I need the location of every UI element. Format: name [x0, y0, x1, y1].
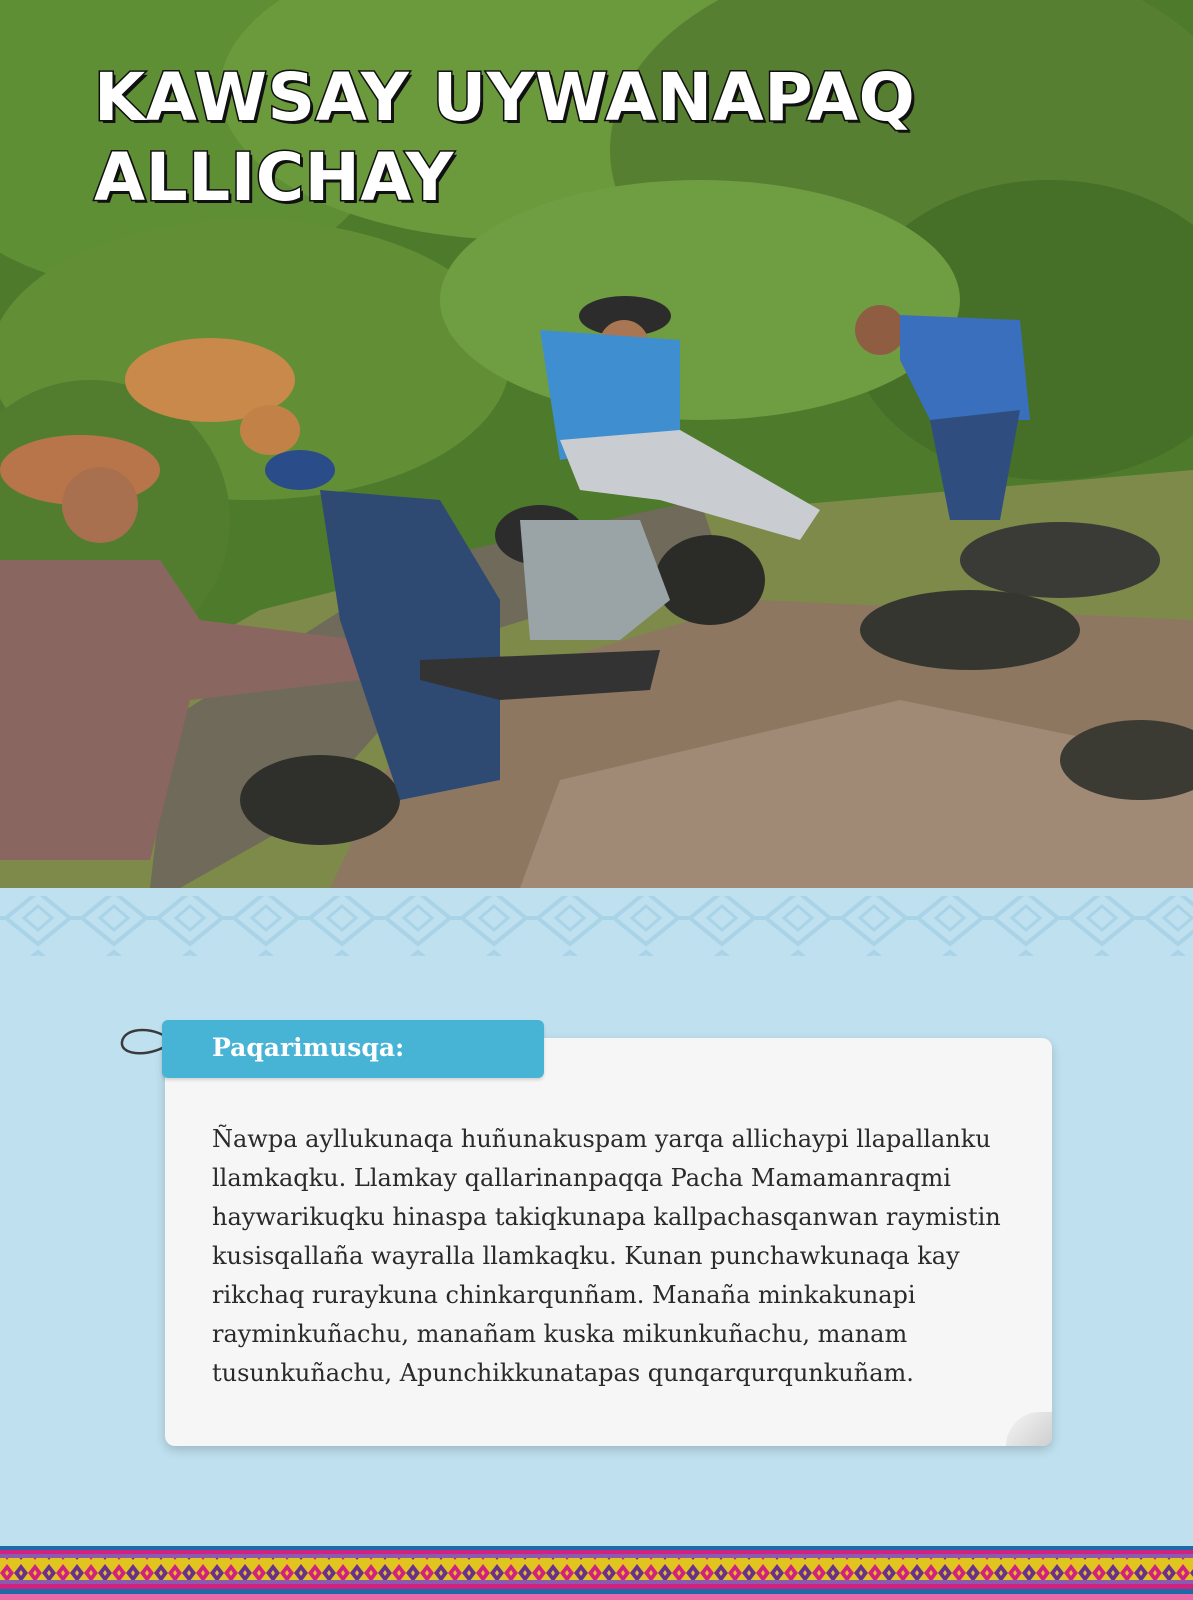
page-title	[94, 58, 915, 218]
title-line-1: KAWSAY UYWANAPAQ	[94, 59, 916, 136]
card-label-tab	[162, 1020, 544, 1078]
page-curl	[1006, 1412, 1052, 1446]
diamond-pattern-band	[0, 888, 1193, 968]
card-label: Paqarimusqa:	[212, 1033, 405, 1062]
card-body-text: Ñawpa ayllukunaqa huñunakuspam yarqa allichaypi llapallanku llamkaqku. Llamkay qallarinanpaqqa Pacha Mamamanraqmi haywarikuqku hinaspa takiqkunapa kallpachasqanwan raymistin kusisqallaña wayralla llamkaqku. Kunan punchawkunaqa kay rikchaq ruraykuna chinkarqunñam. Manaña minkakunapi rayminkuñachu, manañam kuska mikunkuñachu, manam tusunkuñachu, Apunchikkunatapas qunqarqurqunkuñam.	[212, 1125, 1001, 1387]
woven-border	[0, 1540, 1193, 1600]
title-line-2: ALLICHAY	[94, 139, 454, 216]
